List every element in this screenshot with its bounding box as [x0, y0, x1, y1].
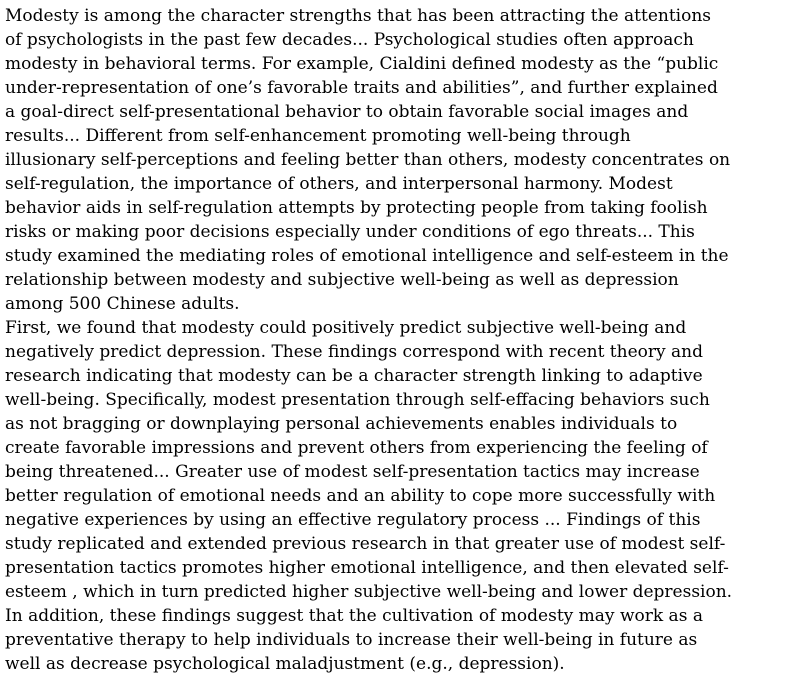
- text-line: research indicating that modesty can be a character strength linking to adaptive: [5, 366, 703, 386]
- text-line: of psychologists in the past few decades... Psychological studies often approach: [5, 30, 694, 50]
- paragraph-2: [5, 316, 779, 676]
- paragraph-1: [5, 4, 779, 316]
- text-line: well as decrease psychological maladjustment (e.g., depression).: [5, 654, 565, 674]
- text-line: create favorable impressions and prevent others from experiencing the feeling of: [5, 438, 708, 458]
- text-line: risks or making poor decisions especially under conditions of ego threats... This: [5, 222, 695, 242]
- text-line: well-being. Specifically, modest presentation through self-effacing behaviors such: [5, 390, 710, 410]
- text-line: esteem , which in turn predicted higher subjective well-being and lower depression.: [5, 582, 733, 602]
- text-line: relationship between modesty and subjective well-being as well as depression: [5, 270, 679, 290]
- text-line: negatively predict depression. These findings correspond with recent theory and: [5, 342, 703, 362]
- text-line: illusionary self-perceptions and feeling better than others, modesty concentrates on: [5, 150, 731, 170]
- text-line: as not bragging or downplaying personal achievements enables individuals to: [5, 414, 678, 434]
- text-line: among 500 Chinese adults.: [5, 294, 240, 314]
- text-line: under-representation of one’s favorable traits and abilities”, and further explained: [5, 78, 718, 98]
- text-line: better regulation of emotional needs and an ability to cope more successfully with: [5, 486, 716, 506]
- text-line: preventative therapy to help individuals to increase their well-being in future as: [5, 630, 698, 650]
- text-line: negative experiences by using an effective regulatory process ... Findings of this: [5, 510, 701, 530]
- text-line: presentation tactics promotes higher emotional intelligence, and then elevated self-: [5, 558, 729, 578]
- text-line: study replicated and extended previous research in that greater use of modest self-: [5, 534, 726, 554]
- text-line: behavior aids in self-regulation attempts by protecting people from taking foolish: [5, 198, 708, 218]
- text-line: modesty in behavioral terms. For example, Cialdini defined modesty as the “public: [5, 54, 719, 74]
- text-line: study examined the mediating roles of emotional intelligence and self-esteem in the: [5, 246, 729, 266]
- text-line: a goal-direct self-presentational behavior to obtain favorable social images and: [5, 102, 689, 122]
- text-line: In addition, these findings suggest that the cultivation of modesty may work as a: [5, 606, 703, 626]
- text-line: First, we found that modesty could positively predict subjective well-being and: [5, 318, 687, 338]
- text-line: results... Different from self-enhancement promoting well-being through: [5, 126, 631, 146]
- text-line: self-regulation, the importance of others, and interpersonal harmony. Modest: [5, 174, 673, 194]
- text-line: being threatened... Greater use of modest self-presentation tactics may increase: [5, 462, 700, 482]
- text-line: Modesty is among the character strengths that has been attracting the attentions: [5, 6, 712, 26]
